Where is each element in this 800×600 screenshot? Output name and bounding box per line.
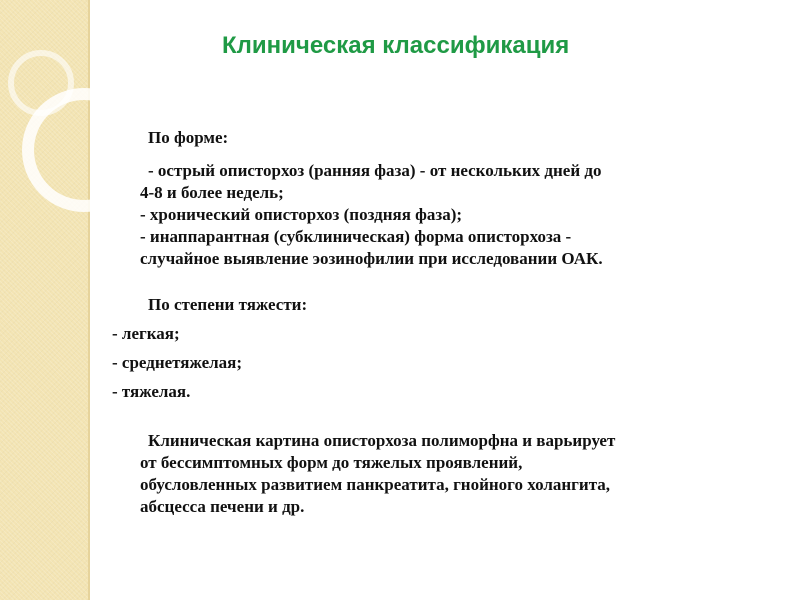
clinical-picture-line: обусловленных развитием панкреатита, гнойного холангита, — [140, 475, 611, 494]
form-line: случайное выявление эозинофилии при исследовании ОАК. — [140, 249, 603, 268]
severity-heading: По степени тяжести: — [148, 295, 308, 314]
decorative-sidebar — [0, 0, 90, 600]
severity-item: - среднетяжелая; — [112, 353, 243, 372]
large-ring-decoration — [22, 88, 146, 212]
form-line: - острый описторхоз (ранняя фаза) - от нескольких дней до — [148, 161, 602, 180]
clinical-picture-line: Клиническая картина описторхоза полиморфна и варьирует — [148, 431, 616, 450]
form-line: - инаппарантная (субклиническая) форма описторхоза - — [140, 227, 572, 246]
slide-title: Клиническая классификация — [222, 32, 570, 59]
form-line: - хронический описторхоз (поздняя фаза); — [140, 205, 463, 224]
clinical-picture-line: от бессимптомных форм до тяжелых проявлений, — [140, 453, 523, 472]
severity-item: - тяжелая. — [112, 382, 191, 401]
form-heading: По форме: — [148, 128, 229, 147]
severity-item: - легкая; — [112, 324, 180, 343]
form-line: 4-8 и более недель; — [140, 183, 284, 202]
clinical-picture-line: абсцесса печени и др. — [140, 497, 305, 516]
